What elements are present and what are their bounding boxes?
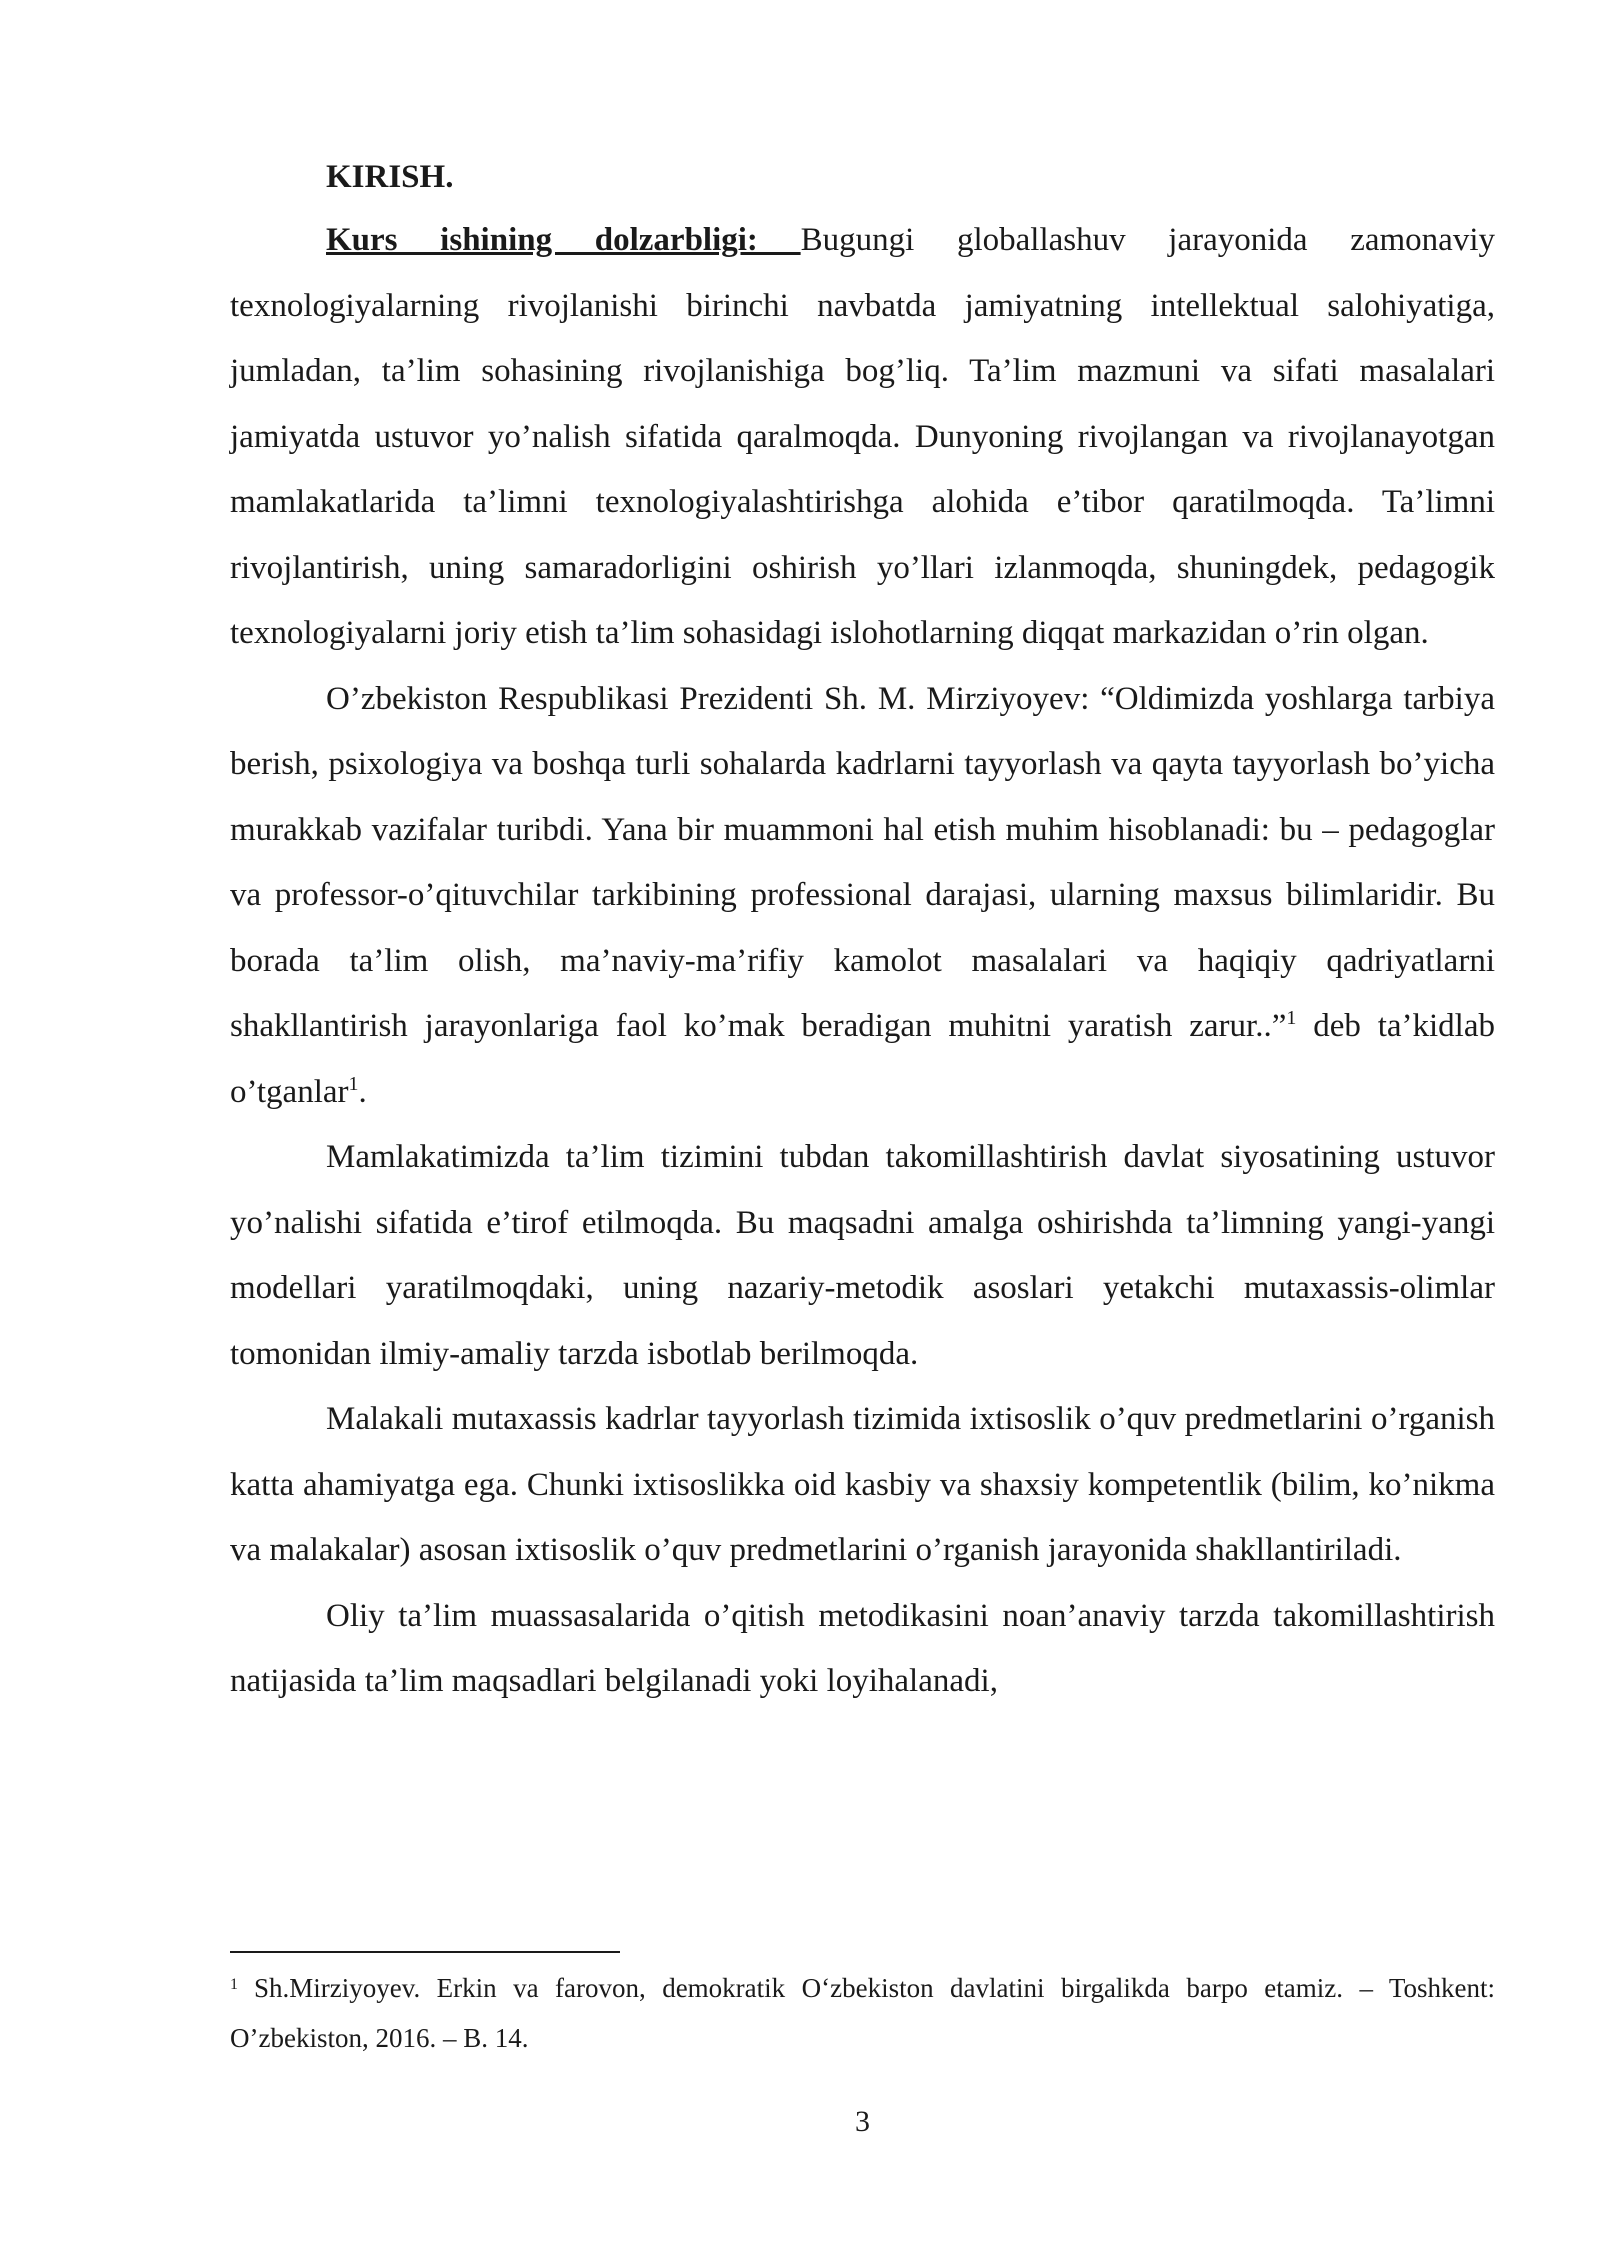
- quote-end: .: [358, 1073, 367, 1110]
- paragraph-education-reform: Mamlakatimizda ta’lim tizimini tubdan takomillashtirish davlat siyosatining ustuvor yo’nalishi sifatida e’tirof etilmoqda. Bu maqsadni amalga oshirishda ta’limning yangi-yangi modellari yaratilmoqdaki, uning nazariy-metodik asoslari yetakchi mutaxassis-olimlar tomonidan ilmiy-amaliy tarzda isbotlab berilmoqda.: [230, 1139, 1495, 1372]
- page-number: 3: [855, 2105, 870, 2138]
- footnote-reference[interactable]: 1: [1286, 1007, 1297, 1029]
- paragraph-specialist-training: Malakali mutaxassis kadrlar tayyorlash tizimida ixtisoslik o’quv predmetlarini o’rganish katta ahamiyatga ega. Chunki ixtisoslikka oid kasbiy va shaxsiy kompetentlik (bilim, ko’nikma va malakalar) asosan ixtisoslik o’quv predmetlarini o’rganish jarayonida shakllantiriladi.: [230, 1401, 1495, 1568]
- quote-text: O’zbekiston Respublikasi Prezidenti Sh. M. Mirziyoyev: “Oldimizda yoshlarga tarbiya berish, psixologiya va boshqa turli sohalarda kadrlarni tayyorlash va qayta tayyorlash bo’yicha murakkab vazifalar turibdi. Yana bir muammoni hal etish muhim hisoblanadi: bu – pedagoglar va professor-o’qituvchilar tarkibining professional darajasi, ularning maxsus bilimlaridir. Bu borada ta’lim olish, ma’naviy-ma’rifiy kamolot masalalari va haqiqiy qadriyatlarni shakllantirish jarayonlariga faol ko’mak beradigan muhitni yaratish zarur..”: [230, 680, 1495, 1044]
- section-heading: KIRISH.: [326, 159, 454, 195]
- footnote-separator: [230, 1951, 620, 1953]
- footnote-marker: 1: [230, 1976, 238, 1993]
- quote-continuation: deb ta’kidlab o’tganlar: [230, 1008, 1495, 1110]
- relevance-text: Bugungi globallashuv jarayonida zamonaviy texnologiyalarning rivojlanishi birinchi navbatda jamiyatning intellektual salohiyatiga, jumladan, ta’lim sohasining rivojlanishiga bog’liq. Ta’lim mazmuni va sifati masalalari jamiyatda ustuvor yo’nalish sifatida qaralmoqda. Dunyoning rivojlangan va rivojlanayotgan mamlakatlarida ta’limni texnologiyalashtirishga alohida e’tibor qaratilmoqda. Ta’limni rivojlantirish, uning samaradorligini oshirish yo’llari izlanmoqda, shuningdek, pedagogik texnologiyalarni joriy etish ta’lim sohasidagi islohotlarning diqqat markazidan o’rin olgan.: [230, 222, 1495, 651]
- paragraph-relevance: [230, 208, 1495, 667]
- paragraph-higher-education: Oliy ta’lim muassasalarida o’qitish metodikasini noan’anaviy tarzda takomillashtirish natijasida ta’lim maqsadlari belgilanadi yoki loyihalanadi,: [230, 1597, 1495, 1699]
- paragraph-president-quote: [230, 667, 1495, 1126]
- footnote-text: Sh.Mirziyoyev. Erkin va farovon, demokratik O‘zbekiston davlatini birgalikda barpo etamiz. – Toshkent: O’zbekiston, 2016. – B. 14.: [230, 1973, 1495, 2053]
- footnote-reference[interactable]: 1: [348, 1072, 359, 1095]
- footnote: [230, 1963, 1495, 2063]
- page-body: [230, 150, 1495, 1715]
- relevance-label: Kurs ishining dolzarbligi:: [326, 222, 801, 258]
